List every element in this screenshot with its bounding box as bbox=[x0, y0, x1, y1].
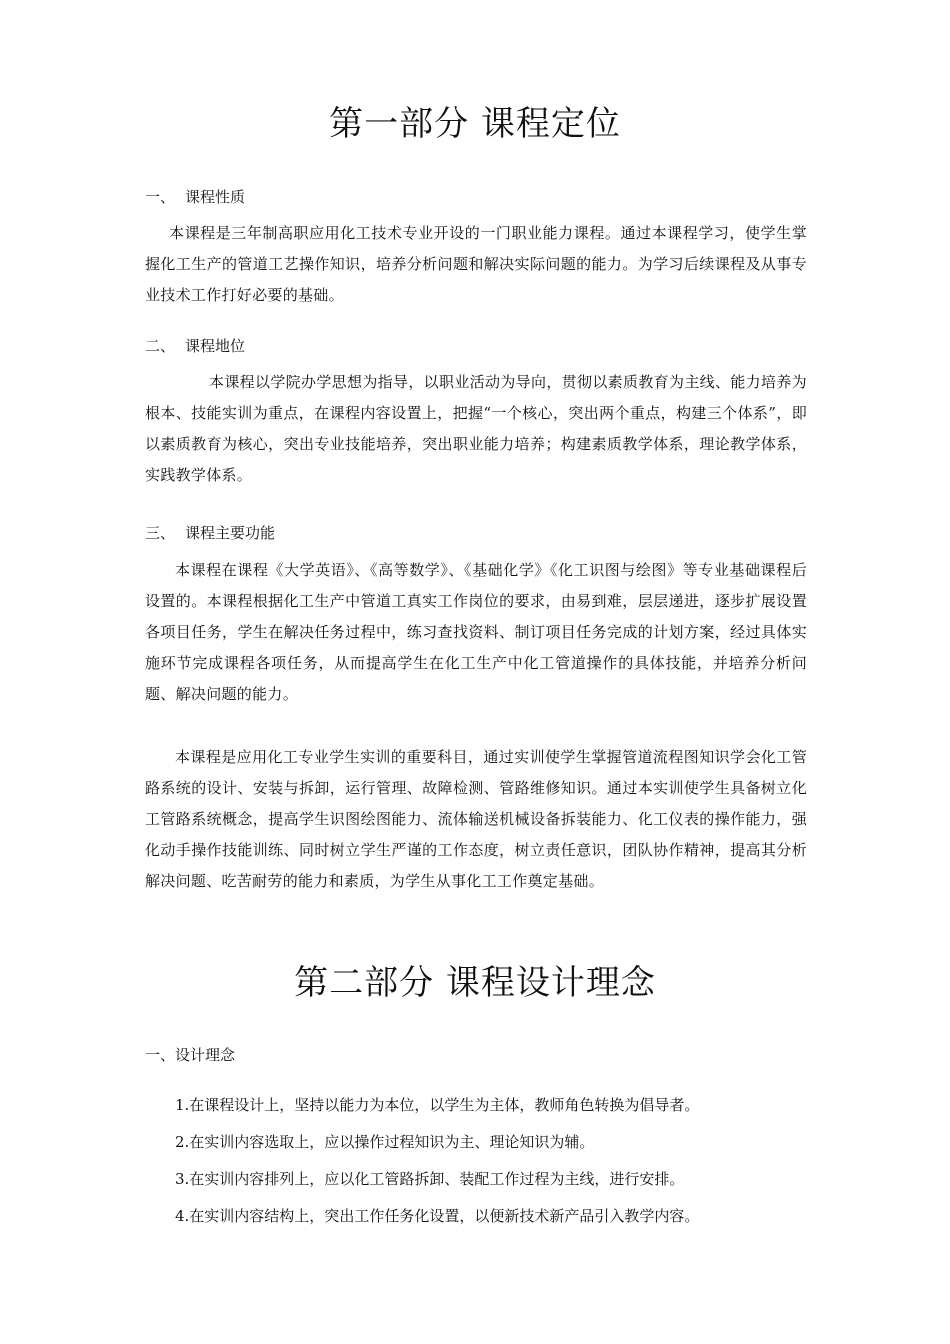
section-title: 课程主要功能 bbox=[185, 524, 276, 542]
part2-title: 第二部分 课程设计理念 bbox=[294, 963, 656, 1003]
design-concept-list bbox=[175, 1087, 815, 1235]
section-number: 二、 bbox=[145, 337, 176, 355]
section-heading-course-position bbox=[145, 335, 245, 357]
section-heading-course-nature bbox=[145, 186, 245, 208]
paragraph-course-nature: 本课程是三年制高职应用化工技术专业开设的一门职业能力课程。通过本课程学习，使学生掌握化工生产的管道工艺操作知识，培养分析问题和解决实际问题的能力。为学习后续课程及从事专业技术工作打好必要的基础。 bbox=[145, 224, 807, 304]
section-heading-design-concept bbox=[145, 1044, 235, 1066]
list-item: 4.在实训内容结构上，突出工作任务化设置，以便新技术新产品引入教学内容。 bbox=[175, 1207, 700, 1225]
paragraph-course-position: 本课程以学院办学思想为指导，以职业活动为导向，贯彻以素质教育为主线、能力培养为根本、技能实训为重点，在课程内容设置上，把握“一个核心，突出两个重点，构建三个体系”，即以素质教育为核心，突出专业技能培养，突出职业能力培养；构建素质教学体系，理论教学体系，实践教学体系。 bbox=[145, 373, 807, 484]
section-title: 设计理念 bbox=[175, 1046, 236, 1064]
section-title: 课程性质 bbox=[185, 188, 246, 206]
list-item: 2.在实训内容选取上，应以操作过程知识为主、理论知识为辅。 bbox=[175, 1133, 595, 1151]
list-item: 1.在课程设计上，坚持以能力为本位，以学生为主体，教师角色转换为倡导者。 bbox=[175, 1096, 700, 1114]
section-number: 一、 bbox=[145, 1046, 176, 1064]
paragraph-course-function-1: 本课程在课程《大学英语》、《高等数学》、《基础化学》《化工识图与绘图》等专业基础课程后设置的。本课程根据化工生产中管道工真实工作岗位的要求，由易到难，层层递进，逐步扩展设置各项目任务，学生在解决任务过程中，练习查找资料、制订项目任务完成的计划方案，经过具体实施环节完成课程各项任务，从而提高学生在化工生产中化工管道操作的具体技能，并培养分析问题、解决问题的能力。 bbox=[145, 561, 807, 703]
list-item: 3.在实训内容排列上，应以化工管路拆卸、装配工作过程为主线，进行安排。 bbox=[175, 1170, 685, 1188]
section-title: 课程地位 bbox=[185, 337, 246, 355]
section-number: 三、 bbox=[145, 524, 176, 542]
paragraph-course-function-2: 本课程是应用化工专业学生实训的重要科目，通过实训使学生掌握管道流程图知识学会化工管路系统的设计、安装与拆卸，运行管理、故障检测、管路维修知识。通过本实训使学生具备树立化工管路系统概念，提高学生识图绘图能力、流体输送机械设备拆装能力、化工仪表的操作能力，强化动手操作技能训练、同时树立学生严谨的工作态度，树立责任意识，团队协作精神，提高其分析解决问题、吃苦耐劳的能力和素质，为学生从事化工工作奠定基础。 bbox=[145, 748, 807, 890]
section-heading-course-function bbox=[145, 522, 275, 544]
part1-title: 第一部分 课程定位 bbox=[329, 104, 621, 144]
section-number: 一、 bbox=[145, 188, 176, 206]
